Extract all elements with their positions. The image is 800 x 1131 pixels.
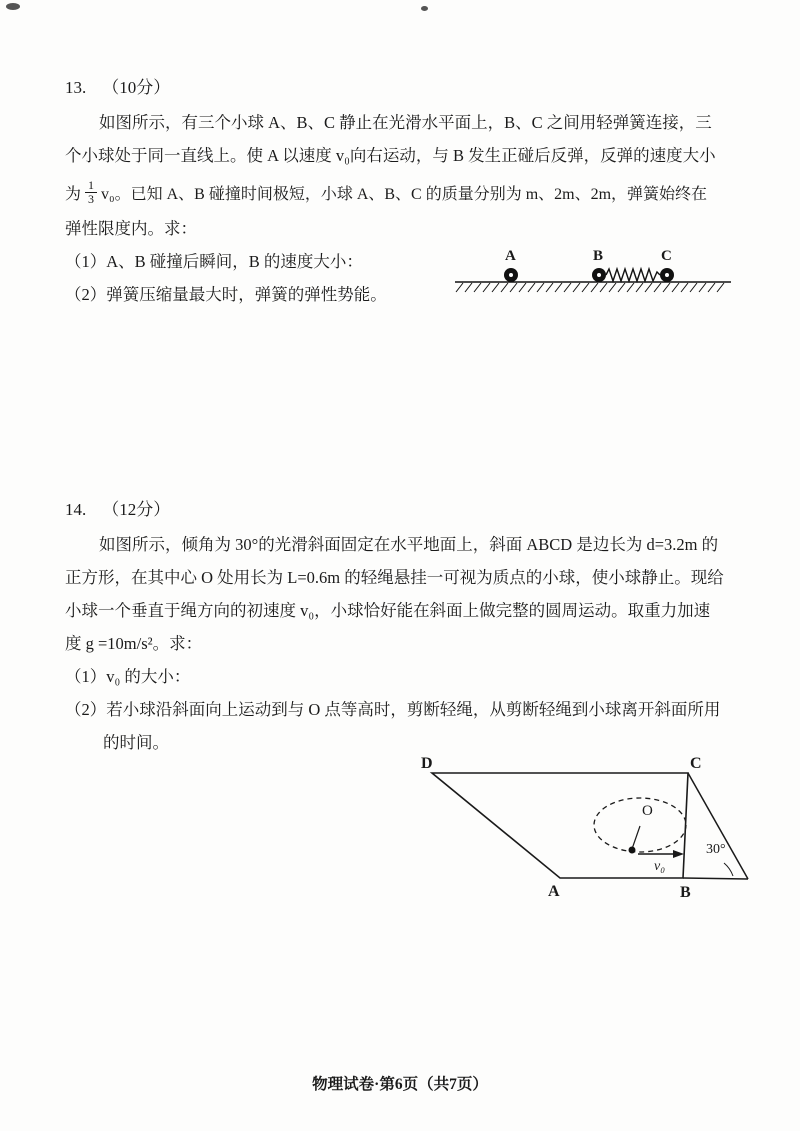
question-14-text-line: 小球一个垂直于绳方向的初速度 v₀，小球恰好能在斜面上做完整的圆周运动。取重力加速	[65, 601, 711, 620]
question-13-item-1: （1）A、B 碰撞后瞬间，B 的速度大小：	[65, 252, 363, 271]
question-13-heading	[65, 76, 755, 106]
question-13-frac-suffix: v₀。已知 A、B 碰撞时间极短，小球 A、B、C 的质量分别为 m、2m、2m，弹簧始终在	[101, 185, 708, 203]
angle-arc	[724, 863, 733, 876]
fraction-numerator: 1	[85, 179, 97, 193]
question-14-number: 14.	[65, 500, 87, 519]
point-o-label: O	[642, 803, 653, 819]
corner-b-label: B	[680, 884, 691, 901]
small-ball	[629, 847, 636, 854]
question-13-figure	[453, 244, 738, 304]
incline-base-edge	[683, 878, 748, 879]
v0-label: v₀	[654, 859, 666, 874]
question-13-text-line: 如图所示，有三个小球 A、B、C 静止在光滑水平面上，B、C 之间用轻弹簧连接，三	[99, 113, 712, 132]
corner-d-label: D	[421, 755, 433, 772]
ball-b-hub	[597, 273, 601, 277]
question-14-figure	[415, 753, 760, 911]
fraction-one-third	[85, 179, 97, 206]
incline-slant-edge	[688, 773, 748, 879]
question-13-points: （10分）	[102, 78, 171, 97]
question-13-item-2: （2）弹簧压缩量最大时，弹簧的弹性势能。	[65, 285, 387, 304]
question-14	[65, 498, 755, 901]
question-14-item-2: （2）若小球沿斜面向上运动到与 O 点等高时，剪断轻绳，从剪断轻绳到小球离开斜面所用	[65, 700, 721, 719]
question-14-item-2-continued: 的时间。	[103, 733, 169, 752]
string	[632, 826, 640, 849]
question-14-text-line: 正方形，在其中心 O 处用长为 L=0.6m 的轻绳悬挂一可视为质点的小球，使小球静止。现给	[65, 568, 724, 587]
question-13-text-line: 个小球处于同一直线上。使 A 以速度 v₀向右运动，与 B 发生正碰后反弹，反弹的速度大小	[65, 146, 716, 165]
question-13-number: 13.	[65, 78, 87, 97]
fraction-denominator: 3	[88, 191, 95, 206]
spring	[606, 269, 660, 281]
question-13	[65, 76, 755, 311]
question-14-text-line: 度 g =10m/s²。求：	[65, 634, 203, 653]
corner-c-label: C	[690, 755, 702, 772]
ball-b-label: B	[593, 248, 604, 264]
question-14-text-line: 如图所示，倾角为 30°的光滑斜面固定在水平地面上，斜面 ABCD 是边长为 d=3.2m 的	[99, 535, 719, 554]
question-13-text-line: 弹性限度内。求：	[65, 219, 197, 238]
circular-path	[594, 798, 686, 852]
ball-a-label: A	[505, 248, 516, 264]
question-13-text-line	[65, 172, 755, 212]
ball-c-label: C	[661, 248, 672, 264]
scan-artifact	[421, 6, 428, 11]
incline-square-abcd	[432, 773, 688, 878]
ground-hatching	[456, 283, 724, 292]
angle-label: 30°	[706, 842, 726, 857]
question-14-points: （12分）	[102, 500, 171, 519]
question-14-item-1: （1）v₀ 的大小：	[65, 667, 191, 686]
corner-a-label: A	[548, 883, 560, 900]
ball-c-hub	[665, 273, 669, 277]
question-14-heading	[65, 498, 755, 528]
page-footer: 物理试卷·第6页（共7页）	[312, 1076, 488, 1093]
ball-a-hub	[509, 273, 513, 277]
question-13-frac-prefix: 为	[65, 185, 82, 203]
v0-arrowhead	[673, 850, 684, 858]
scan-artifact	[6, 3, 20, 10]
